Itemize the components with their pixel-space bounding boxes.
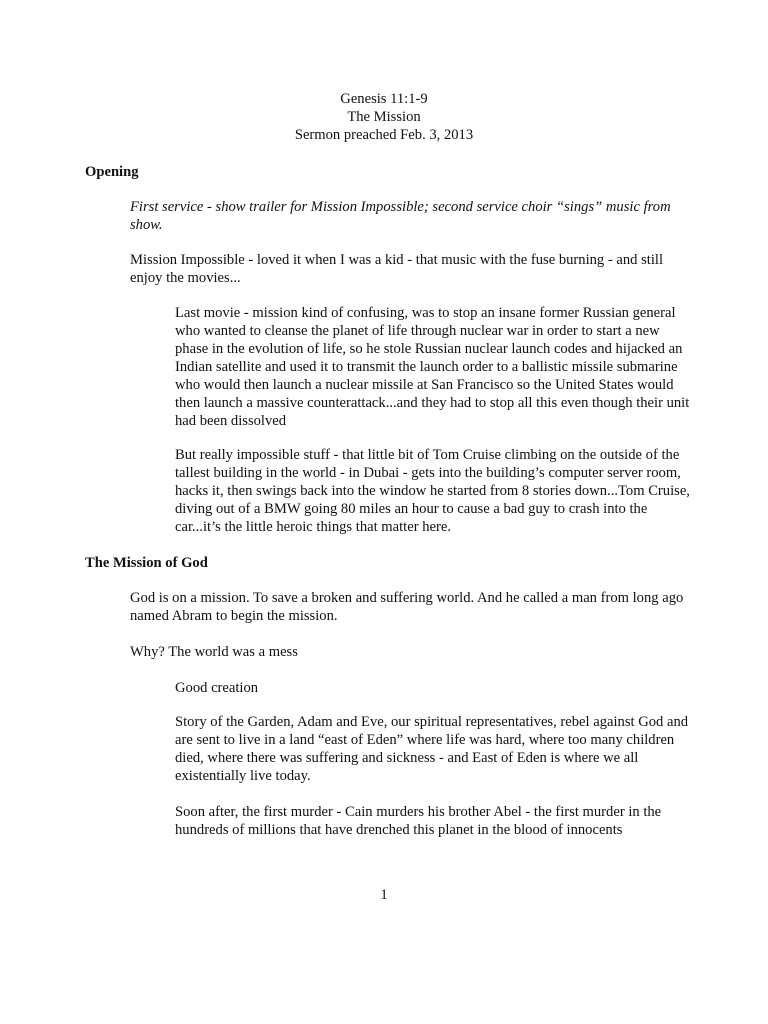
heading-mission-of-god: The Mission of God [85, 555, 208, 571]
opening-paragraph: Mission Impossible - loved it when I was a kid - that music with the fuse burning - and still enjoy the movies... [130, 252, 664, 286]
sermon-date: Sermon preached Feb. 3, 2013 [294, 127, 474, 143]
impossible-stuff-paragraph: But really impossible stuff - that little bit of Tom Cruise climbing on the outside of the tallest building in the world - in Dubai - gets into the building’s computer server room, hacks it, then swings back into the window he started from 8 stories down...Tom Cruise, diving out of a BMW going 80 miles an hour to cause a bad guy to crash into the car...it’s the little heroic things that matter here. [175, 447, 690, 535]
first-murder-paragraph: Soon after, the first murder - Cain murders his brother Abel - the first murder in the hundreds of millions that have drenched this planet in the blood of innocents [175, 804, 662, 838]
page-number: 1 [380, 887, 388, 903]
movie-plot-paragraph: Last movie - mission kind of confusing, was to stop an insane former Russian general who wanted to cleanse the planet of life through nuclear war in order to start a new phase in the evolution of life, so he stole Russian nuclear launch codes and hijacked an Indian satellite and used it to transmit the launch order to a ballistic missile submarine who would then launch a nuclear missile at San Francisco so the United States would then launch a massive counterattack...and they had to stop all this even though their unit had been dissolved [175, 305, 690, 429]
scripture-reference: Genesis 11:1-9 [340, 91, 428, 107]
why-paragraph: Why? The world was a mess [130, 644, 298, 660]
good-creation-paragraph: Good creation [175, 680, 259, 696]
sermon-title: The Mission [347, 109, 421, 125]
garden-paragraph: Story of the Garden, Adam and Eve, our spiritual representatives, rebel against God and are sent to live in a land “east of Eden” where life was hard, where too many children died, where there was suffering and sickness - and East of Eden is where we all existentially live today. [175, 714, 689, 784]
mission-paragraph: God is on a mission. To save a broken and suffering world. And he called a man from long ago named Abram to begin the mission. [130, 590, 684, 624]
document-header [0, 90, 768, 144]
service-note: First service - show trailer for Mission Impossible; second service choir “sings” music from show. [130, 199, 671, 233]
heading-opening: Opening [85, 164, 139, 180]
